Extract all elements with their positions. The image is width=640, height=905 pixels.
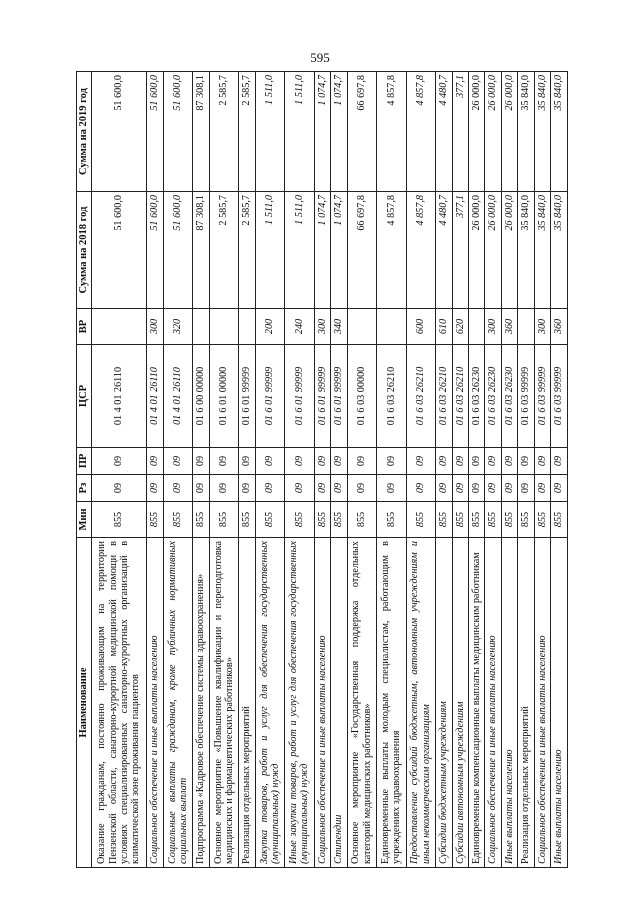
table-row (452, 72, 468, 868)
cell-sum-2019: 26 000,0 (485, 72, 501, 192)
cell-sum-2019: 35 840,0 (551, 72, 568, 192)
table-row (406, 72, 436, 868)
cell-csr: 01 6 01 00000 (209, 345, 239, 448)
cell-rz: 09 (436, 475, 452, 502)
cell-sum-2019: 4 857,8 (406, 72, 436, 192)
table-row (501, 72, 517, 868)
cell-sum-2018: 66 697,8 (347, 192, 377, 309)
cell-sum-2019: 377,1 (452, 72, 468, 192)
cell-csr: 01 6 03 26230 (501, 345, 517, 448)
cell-sum-2018: 26 000,0 (501, 192, 517, 309)
cell-min: 855 (209, 502, 239, 538)
cell-vr: 200 (255, 309, 285, 345)
cell-rz: 09 (469, 475, 485, 502)
cell-csr: 01 4 01 26110 (91, 345, 147, 448)
cell-name: Предоставление субсидий бюджетным, автономным учреждениям и иным некоммерческим организациям (406, 538, 436, 868)
cell-sum-2018: 2 585,7 (239, 192, 255, 309)
cell-rz: 09 (314, 475, 330, 502)
cell-sum-2019: 4 480,7 (436, 72, 452, 192)
cell-vr: 360 (501, 309, 517, 345)
cell-csr: 01 4 01 26110 (147, 345, 163, 448)
cell-pr: 09 (501, 448, 517, 475)
cell-sum-2018: 51 600,0 (147, 192, 163, 309)
cell-name: Подпрограмма «Кадровое обеспечение системы здравоохранения» (193, 538, 209, 868)
cell-min: 855 (147, 502, 163, 538)
cell-rz: 09 (347, 475, 377, 502)
cell-name: Единовременные выплаты молодым специалистам, работающим в учреждениях здравоохранения (377, 538, 407, 868)
cell-sum-2019: 35 840,0 (534, 72, 550, 192)
cell-pr: 09 (485, 448, 501, 475)
cell-rz: 09 (91, 475, 147, 502)
table-row (239, 72, 255, 868)
table-row (255, 72, 285, 868)
table-row (518, 72, 534, 868)
cell-name: Единовременные компенсационные выплаты медицинским работникам (469, 538, 485, 868)
cell-sum-2019: 51 600,0 (163, 72, 193, 192)
header-min: Мин (77, 502, 92, 538)
cell-rz: 09 (534, 475, 550, 502)
page-number: 595 (310, 50, 330, 65)
cell-sum-2018: 4 857,8 (406, 192, 436, 309)
table-row (331, 72, 347, 868)
cell-vr (209, 309, 239, 345)
cell-rz: 09 (501, 475, 517, 502)
cell-pr: 09 (406, 448, 436, 475)
table-row (147, 72, 163, 868)
cell-pr: 09 (518, 448, 534, 475)
cell-name: Социальное обеспечение и иные выплаты населению (485, 538, 501, 868)
cell-sum-2018: 2 585,7 (209, 192, 239, 309)
cell-min: 855 (501, 502, 517, 538)
cell-csr: 01 6 01 99999 (239, 345, 255, 448)
cell-csr: 01 6 03 26210 (436, 345, 452, 448)
cell-vr (193, 309, 209, 345)
cell-min: 855 (469, 502, 485, 538)
cell-sum-2018: 35 840,0 (534, 192, 550, 309)
cell-csr: 01 6 03 99999 (518, 345, 534, 448)
cell-min: 855 (518, 502, 534, 538)
cell-csr: 01 6 01 99999 (314, 345, 330, 448)
cell-csr: 01 6 00 00000 (193, 345, 209, 448)
cell-csr: 01 6 01 99999 (285, 345, 315, 448)
cell-pr: 09 (163, 448, 193, 475)
cell-csr: 01 6 03 26230 (485, 345, 501, 448)
cell-sum-2019: 2 585,7 (209, 72, 239, 192)
cell-min: 855 (239, 502, 255, 538)
cell-pr: 09 (209, 448, 239, 475)
cell-rz: 09 (163, 475, 193, 502)
cell-sum-2018: 35 840,0 (518, 192, 534, 309)
header-vr: ВР (77, 309, 92, 345)
cell-csr: 01 6 03 99999 (551, 345, 568, 448)
cell-sum-2019: 1 511,0 (285, 72, 315, 192)
cell-vr: 340 (331, 309, 347, 345)
cell-rz: 09 (147, 475, 163, 502)
cell-sum-2019: 1 074,7 (331, 72, 347, 192)
cell-rz: 09 (255, 475, 285, 502)
cell-rz: 09 (406, 475, 436, 502)
cell-vr: 300 (147, 309, 163, 345)
cell-name: Закупка товаров, работ и услуг для обеспечения государственных (муниципальных) нужд (255, 538, 285, 868)
cell-pr: 09 (377, 448, 407, 475)
cell-pr: 09 (347, 448, 377, 475)
cell-min: 855 (331, 502, 347, 538)
table-row (485, 72, 501, 868)
cell-name: Субсидии автономным учреждениям (452, 538, 468, 868)
cell-vr (469, 309, 485, 345)
cell-min: 855 (406, 502, 436, 538)
cell-vr: 240 (285, 309, 315, 345)
cell-sum-2018: 1 511,0 (255, 192, 285, 309)
cell-pr: 09 (255, 448, 285, 475)
header-sum-2019: Сумма на 2019 год (77, 72, 92, 192)
cell-name: Основное мероприятие «Повышение квалификации и переподготовка медицинских и фармацевтических работников» (209, 538, 239, 868)
cell-csr: 01 6 03 26210 (406, 345, 436, 448)
cell-csr: 01 6 01 99999 (255, 345, 285, 448)
cell-csr: 01 6 03 26210 (377, 345, 407, 448)
cell-vr: 300 (314, 309, 330, 345)
cell-min: 855 (255, 502, 285, 538)
table-row (193, 72, 209, 868)
budget-table (76, 71, 568, 868)
cell-vr: 300 (485, 309, 501, 345)
cell-name: Иные закупки товаров, работ и услуг для обеспечения государственных (муниципальных) нужд (285, 538, 315, 868)
cell-sum-2018: 4 480,7 (436, 192, 452, 309)
header-csr: ЦСР (77, 345, 92, 448)
cell-sum-2019: 1 074,7 (314, 72, 330, 192)
cell-pr: 09 (285, 448, 315, 475)
cell-min: 855 (285, 502, 315, 538)
cell-rz: 09 (193, 475, 209, 502)
cell-sum-2018: 51 600,0 (91, 192, 147, 309)
cell-csr: 01 6 01 99999 (331, 345, 347, 448)
table-row (314, 72, 330, 868)
cell-vr: 600 (406, 309, 436, 345)
cell-name: Стипендии (331, 538, 347, 868)
cell-min: 855 (314, 502, 330, 538)
cell-pr: 09 (534, 448, 550, 475)
rotated-table-container (76, 72, 568, 868)
header-rz: Рз (77, 475, 92, 502)
cell-vr (347, 309, 377, 345)
cell-pr: 09 (91, 448, 147, 475)
cell-sum-2019: 2 585,7 (239, 72, 255, 192)
cell-sum-2018: 35 840,0 (551, 192, 568, 309)
cell-pr: 09 (193, 448, 209, 475)
cell-min: 855 (193, 502, 209, 538)
cell-sum-2018: 87 308,1 (193, 192, 209, 309)
cell-sum-2018: 26 000,0 (469, 192, 485, 309)
table-row (469, 72, 485, 868)
cell-csr: 01 6 03 00000 (347, 345, 377, 448)
cell-vr (377, 309, 407, 345)
cell-sum-2019: 26 000,0 (501, 72, 517, 192)
cell-rz: 09 (551, 475, 568, 502)
table-row (347, 72, 377, 868)
cell-rz: 09 (331, 475, 347, 502)
cell-rz: 09 (452, 475, 468, 502)
cell-sum-2019: 35 840,0 (518, 72, 534, 192)
cell-rz: 09 (285, 475, 315, 502)
cell-sum-2019: 66 697,8 (347, 72, 377, 192)
cell-vr (239, 309, 255, 345)
header-name: Наименование (77, 538, 92, 868)
cell-rz: 09 (239, 475, 255, 502)
table-header-row (77, 72, 92, 868)
cell-name: Субсидии бюджетным учреждениям (436, 538, 452, 868)
cell-sum-2018: 1 511,0 (285, 192, 315, 309)
table-row (163, 72, 193, 868)
cell-name: Реализация отдельных мероприятий (518, 538, 534, 868)
cell-pr: 09 (469, 448, 485, 475)
cell-vr: 320 (163, 309, 193, 345)
cell-name: Социальное обеспечение и иные выплаты населению (534, 538, 550, 868)
cell-pr: 09 (452, 448, 468, 475)
cell-name: Социальное обеспечение и иные выплаты населению (147, 538, 163, 868)
cell-csr: 01 6 03 26230 (469, 345, 485, 448)
cell-vr: 610 (436, 309, 452, 345)
table-row (436, 72, 452, 868)
cell-name: Оказание гражданам, постоянно проживающим на территории Пензенской области, санаторно-курортной медицинской помощи в условиях специализированных санаторно-курортных организаций в климатической зоне проживания пациентов (91, 538, 147, 868)
cell-sum-2019: 26 000,0 (469, 72, 485, 192)
table-row (91, 72, 147, 868)
cell-vr (91, 309, 147, 345)
cell-min: 855 (377, 502, 407, 538)
cell-vr: 360 (551, 309, 568, 345)
table-row (285, 72, 315, 868)
cell-rz: 09 (518, 475, 534, 502)
cell-min: 855 (485, 502, 501, 538)
cell-min: 855 (452, 502, 468, 538)
cell-min: 855 (534, 502, 550, 538)
table-row (377, 72, 407, 868)
cell-name: Социальное обеспечение и иные выплаты населению (314, 538, 330, 868)
cell-vr (518, 309, 534, 345)
cell-min: 855 (163, 502, 193, 538)
cell-name: Иные выплаты населению (551, 538, 568, 868)
cell-sum-2018: 377,1 (452, 192, 468, 309)
cell-pr: 09 (314, 448, 330, 475)
table-body (91, 72, 567, 868)
cell-pr: 09 (331, 448, 347, 475)
cell-name: Социальные выплаты гражданам, кроме публичных нормативных социальных выплат (163, 538, 193, 868)
cell-sum-2018: 4 857,8 (377, 192, 407, 309)
cell-rz: 09 (209, 475, 239, 502)
cell-csr: 01 6 03 26210 (452, 345, 468, 448)
cell-rz: 09 (377, 475, 407, 502)
cell-name: Основное мероприятие «Государственная поддержка отдельных категорий медицинских работников» (347, 538, 377, 868)
cell-pr: 09 (147, 448, 163, 475)
cell-sum-2019: 51 600,0 (91, 72, 147, 192)
header-pr: ПР (77, 448, 92, 475)
cell-csr: 01 4 01 26110 (163, 345, 193, 448)
cell-sum-2018: 51 600,0 (163, 192, 193, 309)
cell-sum-2018: 1 074,7 (314, 192, 330, 309)
cell-pr: 09 (239, 448, 255, 475)
cell-min: 855 (347, 502, 377, 538)
cell-csr: 01 6 03 99999 (534, 345, 550, 448)
cell-sum-2018: 26 000,0 (485, 192, 501, 309)
cell-vr: 620 (452, 309, 468, 345)
cell-pr: 09 (436, 448, 452, 475)
cell-sum-2018: 1 074,7 (331, 192, 347, 309)
cell-min: 855 (91, 502, 147, 538)
cell-min: 855 (551, 502, 568, 538)
cell-name: Иные выплаты населению (501, 538, 517, 868)
cell-sum-2019: 1 511,0 (255, 72, 285, 192)
cell-vr: 300 (534, 309, 550, 345)
cell-name: Реализация отдельных мероприятий (239, 538, 255, 868)
table-row (209, 72, 239, 868)
cell-sum-2019: 87 308,1 (193, 72, 209, 192)
cell-min: 855 (436, 502, 452, 538)
cell-sum-2019: 51 600,0 (147, 72, 163, 192)
table-row (551, 72, 568, 868)
cell-pr: 09 (551, 448, 568, 475)
cell-rz: 09 (485, 475, 501, 502)
cell-sum-2019: 4 857,8 (377, 72, 407, 192)
table-row (534, 72, 550, 868)
header-sum-2018: Сумма на 2018 год (77, 192, 92, 309)
